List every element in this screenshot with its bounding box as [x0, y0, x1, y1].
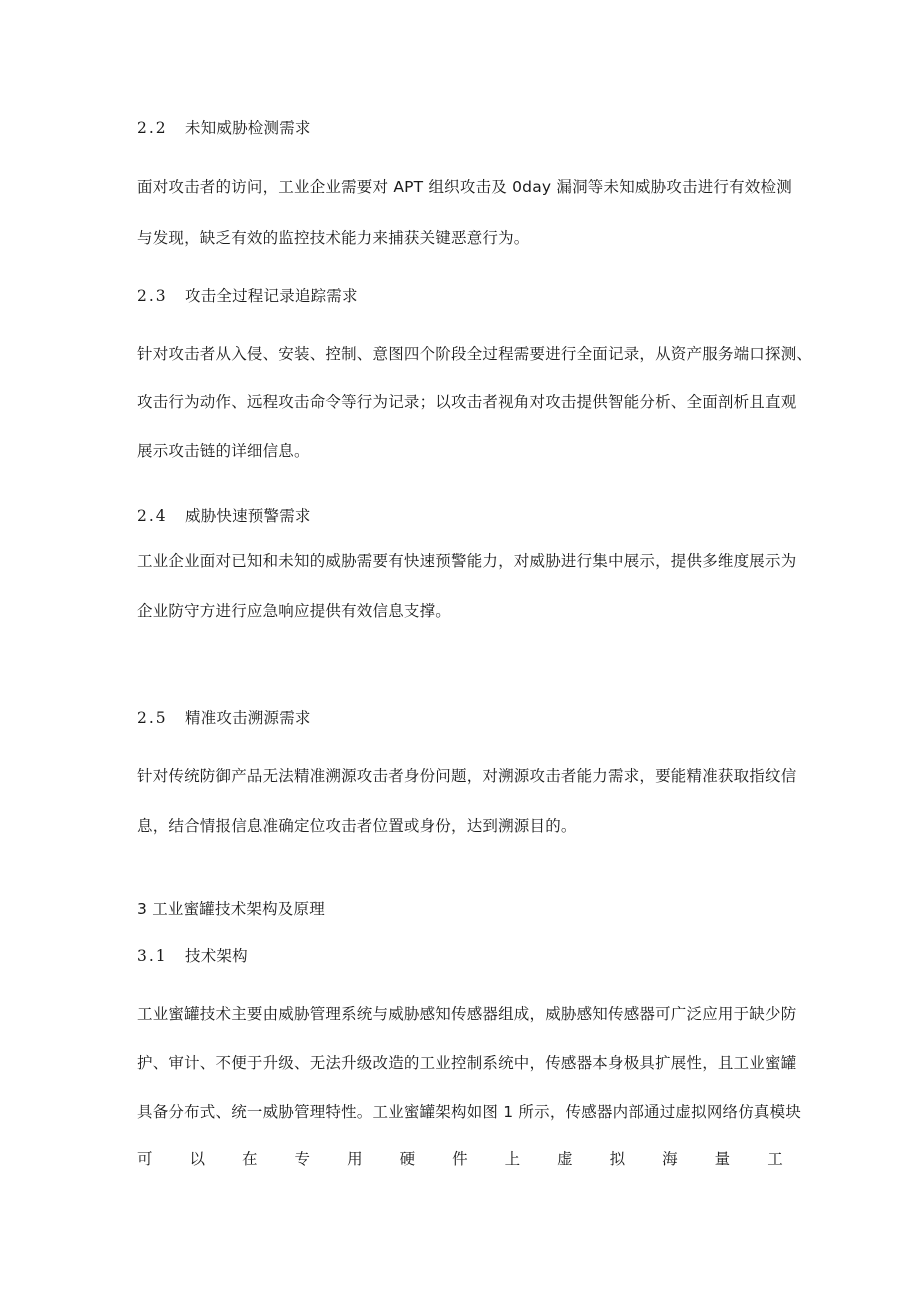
section-number: 2.4: [137, 507, 168, 525]
heading-2-4: [137, 505, 311, 527]
section-number: 2.2: [137, 119, 168, 137]
heading-2-3: [137, 285, 358, 307]
char: 上: [504, 1150, 521, 1168]
heading-2-5: [137, 707, 311, 729]
char: 件: [452, 1150, 468, 1168]
char: 可: [137, 1150, 153, 1168]
char: 以: [189, 1150, 206, 1168]
paragraph-line: 护、审计、不便于升级、无法升级改造的工业控制系统中，传感器本身极具扩展性，且工业蜜罐: [137, 1054, 797, 1072]
paragraph-line-justified: [137, 1148, 783, 1170]
section-title: 攻击全过程记录追踪需求: [185, 287, 358, 305]
paragraph-line: 息，结合情报信息准确定位攻击者位置或身份，达到溯源目的。: [137, 817, 577, 835]
char: 海: [662, 1150, 678, 1168]
heading-2-2: [137, 117, 311, 139]
char: 虚: [557, 1150, 573, 1168]
char: 量: [714, 1150, 731, 1168]
paragraph-line: 与发现，缺乏有效的监控技术能力来捕获关键恶意行为。: [137, 229, 530, 247]
paragraph-line: 针对攻击者从入侵、安装、控制、意图四个阶段全过程需要进行全面记录，从资产服务端口探测、: [137, 345, 813, 363]
char: 在: [242, 1150, 258, 1168]
char: 工: [767, 1150, 783, 1168]
char: 硬: [399, 1150, 416, 1168]
char: 专: [294, 1150, 311, 1168]
section-number: 3.1: [137, 947, 168, 965]
char: 用: [347, 1150, 363, 1168]
paragraph-line: 工业企业面对已知和未知的威胁需要有快速预警能力，对威胁进行集中展示，提供多维度展示为: [137, 552, 797, 570]
section-number: 2.3: [137, 287, 168, 305]
section-title: 未知威胁检测需求: [185, 119, 311, 137]
char: 拟: [609, 1150, 626, 1168]
paragraph-line: 具备分布式、统一威胁管理特性。工业蜜罐架构如图 1 所示，传感器内部通过虚拟网络仿真模块: [137, 1103, 802, 1121]
section-title: 精准攻击溯源需求: [185, 709, 311, 727]
section-number: 2.5: [137, 709, 168, 727]
paragraph-line: 展示攻击链的详细信息。: [137, 442, 310, 460]
paragraph-line: 企业防守方进行应急响应提供有效信息支撑。: [137, 602, 452, 620]
paragraph-line: 针对传统防御产品无法精准溯源攻击者身份问题，对溯源攻击者能力需求，要能精准获取指纹信: [137, 767, 797, 785]
section-title: 技术架构: [185, 947, 248, 965]
heading-3: 3 工业蜜罐技术架构及原理: [137, 900, 325, 918]
paragraph-line: 攻击行为动作、远程攻击命令等行为记录；以攻击者视角对攻击提供智能分析、全面剖析且直观: [137, 393, 797, 411]
paragraph-line: 工业蜜罐技术主要由威胁管理系统与威胁感知传感器组成，威胁感知传感器可广泛应用于缺少防: [137, 1005, 797, 1023]
heading-3-1: [137, 945, 248, 967]
paragraph-line: 面对攻击者的访问，工业企业需要对 APT 组织攻击及 0day 漏洞等未知威胁攻击进行有效检测: [137, 178, 792, 196]
section-title: 威胁快速预警需求: [185, 507, 311, 525]
